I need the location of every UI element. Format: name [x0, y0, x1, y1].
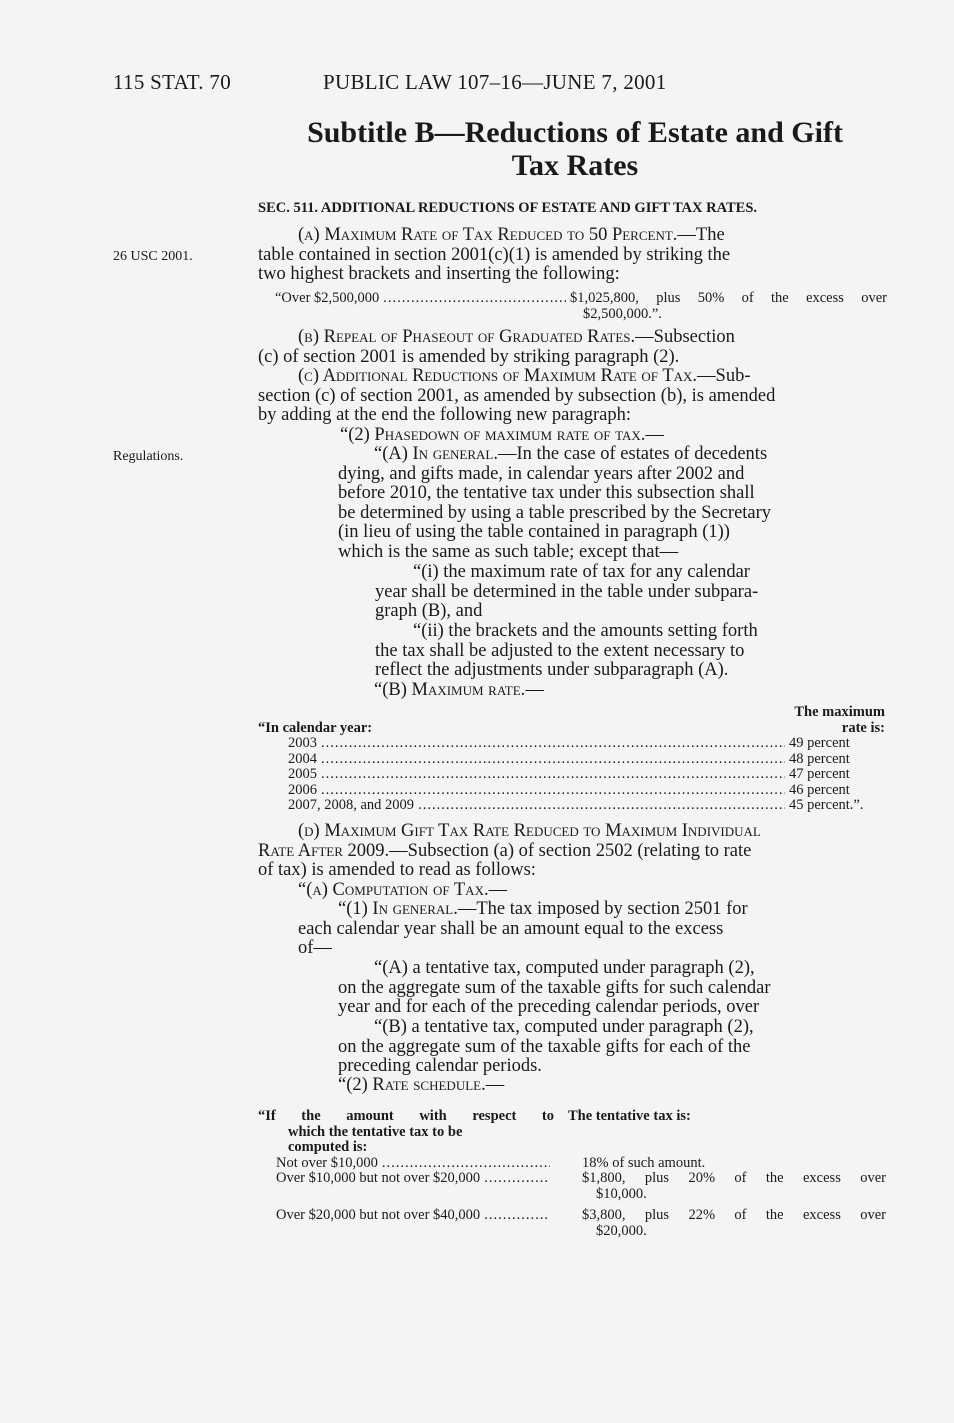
rate-schedule-header [258, 1109, 886, 1156]
schedule-tax-continued: $20,000. [596, 1222, 647, 1239]
leader-dots [484, 1208, 550, 1224]
schedule-amount: Over $10,000 but not over $20,000 [276, 1170, 481, 1186]
rate-value: 49 percent [789, 735, 850, 751]
subparagraph-A-line: (in lieu of using the table contained in paragraph (1)) [338, 522, 730, 543]
bracket-label: “Over $2,500,000 [275, 290, 380, 306]
schedule-tax-continued: $10,000. [596, 1185, 647, 1202]
gift-paragraph-1-heading: “(1) In general. [338, 899, 458, 919]
subtitle-line-1: Subtitle B—Reductions of Estate and Gift [307, 116, 843, 149]
rate-year: 2006 [288, 781, 317, 798]
rate-table-row [258, 752, 885, 768]
clause-i-line: year shall be determined in the table under subpara- [375, 581, 759, 602]
rate-year: 2005 [288, 766, 317, 782]
subsection-b-line: (c) of section 2001 is amended by striking paragraph (2). [258, 346, 680, 367]
subsection-d [258, 822, 885, 900]
rate-year: 2004 [288, 750, 317, 767]
gift-subparagraph-B-line: “(B) a tentative tax, computed under paragraph (2), [374, 1017, 754, 1037]
subparagraph-A [338, 445, 885, 563]
rate-schedule-row [258, 1171, 886, 1202]
clause-ii-line: reflect the adjustments under subparagraph (A). [375, 660, 729, 681]
clause-ii [375, 622, 885, 681]
rate-table-header [258, 705, 885, 736]
gift-subparagraph-A-line: “(A) a tentative tax, computed under paragraph (2), [374, 958, 755, 978]
subtitle-heading [255, 116, 895, 182]
schedule-amount-cell [258, 1156, 554, 1172]
leader-dots [321, 736, 785, 752]
subsection-c-line: by adding at the end the following new paragraph: [258, 405, 631, 426]
rate-schedule-table [258, 1109, 886, 1239]
rate-value: 46 percent [789, 781, 850, 798]
rate-table-col2-header-line: rate is: [841, 719, 885, 736]
rate-schedule-body [258, 1156, 886, 1240]
rate-table-col1-header: “In calendar year: [258, 719, 373, 736]
rate-table-row [258, 798, 885, 814]
rate-schedule-col1-header [258, 1109, 554, 1156]
leader-dots [321, 767, 785, 783]
subparagraph-B-heading [374, 681, 544, 701]
subparagraph-A-line: which is the same as such table; except that— [338, 541, 679, 562]
running-header: PUBLIC LAW 107–16—JUNE 7, 2001 [323, 70, 667, 94]
subparagraph-B-title: “(B) Maximum rate. [374, 680, 526, 700]
subsection-b-text: —Subsection [635, 327, 735, 347]
subsection-a-text: —The [677, 225, 725, 245]
section-heading: SEC. 511. ADDITIONAL REDUCTIONS OF ESTATE AND GIFT TAX RATES. [258, 200, 758, 216]
subsection-b-heading: (b) Repeal of Phaseout of Graduated Rates. [298, 327, 636, 347]
computation-dash: — [488, 879, 508, 900]
rate-schedule-col1-header-line: which the tentative tax to be [288, 1123, 463, 1140]
computation-heading: “(a) Computation of Tax. [298, 879, 489, 900]
schedule-amount-cell [258, 1208, 554, 1239]
subsection-d-heading-cont: Rate After 2009. [258, 840, 390, 861]
subsection-c-heading: (c) Additional Reductions of Maximum Rate of Tax. [298, 366, 698, 386]
subparagraph-A-line: —In the case of estates of decedents [497, 444, 768, 464]
leader-dots [484, 1171, 550, 1187]
rate-schedule-row [258, 1156, 886, 1172]
schedule-tax: $1,800, plus 20% of the excess over [582, 1170, 886, 1186]
subsection-a-line: two highest brackets and inserting the following: [258, 264, 620, 285]
rate-value: 45 percent.”. [789, 797, 864, 813]
gift-subparagraph-B-line: on the aggregate sum of the taxable gifts for each of the [338, 1036, 751, 1057]
rate-schedule-row [258, 1208, 886, 1239]
gift-paragraph-1 [298, 900, 885, 959]
subsection-c-text: —Sub- [697, 366, 751, 386]
inserted-bracket-row [275, 291, 887, 322]
gift-subparagraph-A-line: year and for each of the preceding calendar periods, over [338, 997, 760, 1018]
subparagraph-B-dash: — [525, 680, 544, 700]
subsection-a-heading: (a) Maximum Rate of Tax Reduced to 50 Percent. [298, 225, 678, 245]
rate-value: 48 percent [789, 750, 850, 767]
leader-dots [383, 291, 566, 307]
subsection-b [258, 328, 885, 367]
subparagraph-A-heading: “(A) In general. [374, 444, 498, 464]
gift-paragraph-1-line: —The tax imposed by section 2501 for [457, 899, 748, 919]
gift-subparagraph-B-line: preceding calendar periods. [338, 1056, 542, 1077]
subparagraph-A-line: dying, and gifts made, in calendar years after 2002 and [338, 463, 745, 484]
schedule-amount-cell [258, 1171, 554, 1202]
subparagraph-A-line: be determined by using a table prescribed by the Secretary [338, 502, 772, 523]
gift-subparagraph-A-line: on the aggregate sum of the taxable gifts for such calendar [338, 977, 771, 998]
subparagraph-A-line: before 2010, the tentative tax under this subsection shall [338, 483, 755, 504]
clause-i-line: “(i) the maximum rate of tax for any calendar [413, 562, 750, 582]
rate-schedule-col1-header-line: computed is: [288, 1139, 368, 1155]
subsection-c [258, 367, 885, 445]
gift-paragraph-1-line: of— [298, 938, 332, 959]
schedule-tax-cell [554, 1208, 886, 1239]
subsection-d-text: —Subsection (a) of section 2502 (relating to rate [389, 840, 752, 861]
subsection-a-line: table contained in section 2001(c)(1) is amended by striking the [258, 244, 731, 265]
schedule-amount: Not over $10,000 [276, 1154, 378, 1171]
leader-dots [382, 1156, 550, 1172]
leader-dots [321, 752, 785, 768]
rate-schedule-heading [338, 1076, 504, 1096]
gift-subparagraph-B [338, 1018, 885, 1077]
rate-schedule-dash: — [485, 1075, 505, 1095]
bracket-value: $1,025,800, plus 50% of the excess over [570, 290, 887, 306]
rate-table-row [258, 736, 885, 752]
schedule-tax: $3,800, plus 22% of the excess over [582, 1207, 886, 1223]
gift-paragraph-1-line: each calendar year shall be an amount equal to the excess [298, 918, 724, 939]
schedule-tax: 18% of such amount. [582, 1154, 706, 1171]
rate-schedule-col2-header: The tentative tax is: [568, 1108, 691, 1124]
rate-table [258, 705, 885, 814]
schedule-tax-cell [554, 1171, 886, 1202]
margin-note-regulations: Regulations. [113, 449, 184, 464]
margin-note-usc: 26 USC 2001. [113, 249, 193, 264]
schedule-tax-cell [554, 1156, 886, 1172]
rate-table-body [258, 736, 885, 814]
rate-table-row [258, 767, 885, 783]
subsection-d-line: of tax) is amended to read as follows: [258, 860, 536, 881]
leader-dots [418, 798, 785, 814]
subtitle-line-2: Tax Rates [511, 149, 639, 182]
paragraph-2-heading: “(2) Phasedown of maximum rate of tax. [340, 424, 646, 445]
rate-year: 2003 [288, 735, 317, 751]
subsection-a [258, 226, 885, 285]
clause-ii-line: “(ii) the brackets and the amounts setting forth [413, 621, 758, 641]
subsection-d-heading: (d) Maximum Gift Tax Rate Reduced to Maximum Individual [298, 821, 761, 841]
rate-schedule-title: “(2) Rate schedule. [338, 1075, 486, 1095]
paragraph-2-dash: — [645, 424, 664, 445]
clause-ii-line: the tax shall be adjusted to the extent necessary to [375, 640, 745, 661]
subsection-c-line: section (c) of section 2001, as amended by subsection (b), is amended [258, 385, 776, 406]
leader-dots [321, 783, 785, 799]
rate-table-col2-header-line: The maximum [794, 704, 885, 720]
rate-table-col2-header [794, 705, 885, 736]
rate-year: 2007, 2008, and 2009 [288, 797, 415, 813]
schedule-amount: Over $20,000 but not over $40,000 [276, 1207, 481, 1223]
page-number: 115 STAT. 70 [113, 70, 232, 94]
clause-i-line: graph (B), and [375, 601, 483, 622]
clause-i [375, 563, 885, 622]
rate-value: 47 percent [789, 766, 850, 782]
gift-subparagraph-A [338, 959, 885, 1018]
bracket-value-continued: $2,500,000.”. [583, 305, 662, 322]
rate-table-row [258, 783, 885, 799]
rate-schedule-col1-header-line: “If the amount with respect to [258, 1108, 554, 1124]
